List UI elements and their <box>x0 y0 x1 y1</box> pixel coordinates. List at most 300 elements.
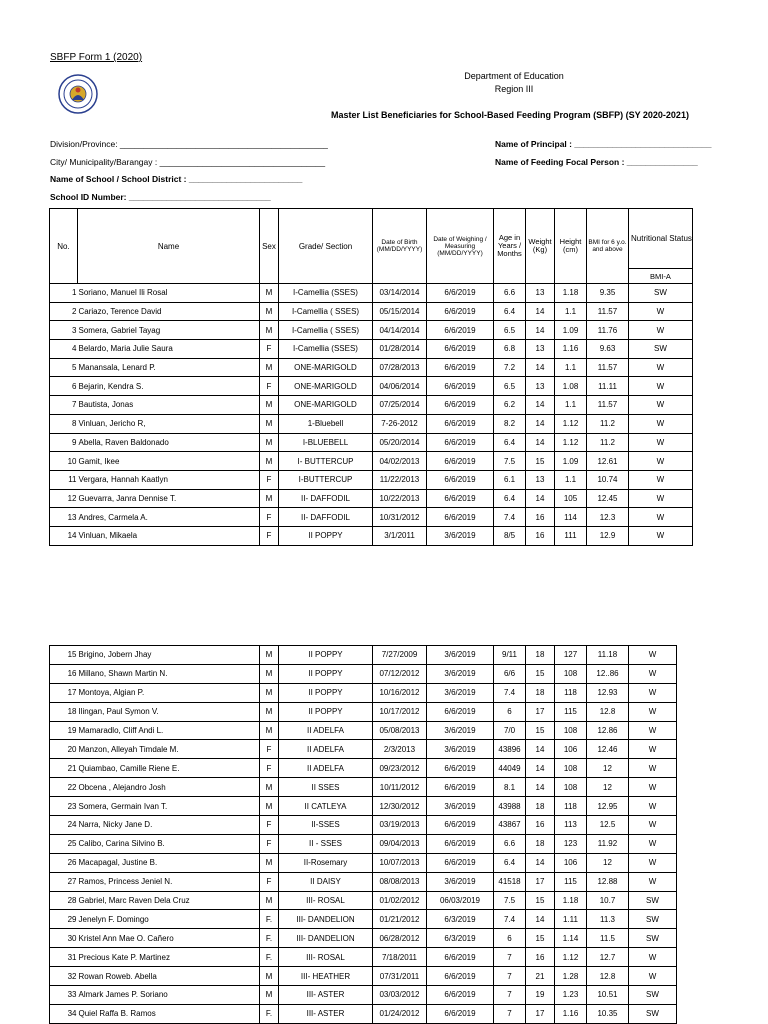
row-no: 3 <box>50 321 78 340</box>
weight: 14 <box>526 433 555 452</box>
beneficiaries-table-1 <box>49 208 693 546</box>
row-no: 17 <box>50 683 78 702</box>
nutritional-status: W <box>629 702 677 721</box>
table-row <box>50 646 677 665</box>
height: 1.1 <box>555 302 587 321</box>
height: 115 <box>555 872 587 891</box>
table-row <box>50 721 677 740</box>
student-name: Manansala, Lenard P. <box>78 358 260 377</box>
table-row <box>50 284 693 303</box>
bmi: 12.5 <box>587 816 629 835</box>
col-dow: Date of Weighing / Measuring (MM/DD/YYYY) <box>427 209 494 284</box>
date-of-birth: 7/18/2011 <box>373 948 427 967</box>
sex: M <box>260 986 279 1005</box>
nutritional-status: SW <box>629 929 677 948</box>
nutritional-status: SW <box>629 340 693 359</box>
age: 6.4 <box>494 433 526 452</box>
grade-section: II DAISY <box>279 872 373 891</box>
col-weight: Weight (Kg) <box>526 209 555 284</box>
weight: 14 <box>526 853 555 872</box>
grade-section: II POPPY <box>279 646 373 665</box>
grade-section: ONE-MARIGOLD <box>279 377 373 396</box>
sex: F. <box>260 948 279 967</box>
grade-section: I-Camellia ( SSES) <box>279 302 373 321</box>
row-no: 34 <box>50 1004 78 1023</box>
nutritional-status: W <box>629 967 677 986</box>
date-of-weighing: 06/03/2019 <box>427 891 494 910</box>
table-row <box>50 396 693 415</box>
table-row <box>50 891 677 910</box>
bmi: 9.63 <box>587 340 629 359</box>
nutritional-status: W <box>629 778 677 797</box>
age: 7.2 <box>494 358 526 377</box>
nutritional-status: W <box>629 797 677 816</box>
age: 44049 <box>494 759 526 778</box>
bmi: 12.9 <box>587 526 629 545</box>
date-of-weighing: 3/6/2019 <box>427 740 494 759</box>
bmi: 11.11 <box>587 377 629 396</box>
sex: F <box>260 759 279 778</box>
height: 111 <box>555 526 587 545</box>
nutritional-status: W <box>629 414 693 433</box>
student-name: Ramos, Princess Jeniel N. <box>78 872 260 891</box>
date-of-weighing: 6/6/2019 <box>427 967 494 986</box>
age: 7.4 <box>494 508 526 527</box>
age: 6/6 <box>494 664 526 683</box>
row-no: 4 <box>50 340 78 359</box>
student-name: Precious Kate P. Martinez <box>78 948 260 967</box>
date-of-weighing: 6/6/2019 <box>427 702 494 721</box>
grade-section: II POPPY <box>279 683 373 702</box>
table-row <box>50 452 693 471</box>
school-id-field: School ID Number: ______________________________ <box>50 192 271 202</box>
student-name: Ilingan, Paul Symon V. <box>78 702 260 721</box>
nutritional-status: W <box>629 433 693 452</box>
height: 113 <box>555 816 587 835</box>
date-of-birth: 05/20/2014 <box>373 433 427 452</box>
date-of-weighing: 6/6/2019 <box>427 508 494 527</box>
row-no: 5 <box>50 358 78 377</box>
row-no: 9 <box>50 433 78 452</box>
grade-section: II ADELFA <box>279 759 373 778</box>
date-of-birth: 07/12/2012 <box>373 664 427 683</box>
age: 6 <box>494 702 526 721</box>
weight: 16 <box>526 508 555 527</box>
table-row <box>50 433 693 452</box>
sex: M <box>260 853 279 872</box>
sex: F. <box>260 910 279 929</box>
sex: F <box>260 340 279 359</box>
date-of-birth: 09/04/2013 <box>373 834 427 853</box>
date-of-birth: 07/31/2011 <box>373 967 427 986</box>
table-row <box>50 910 677 929</box>
table-row <box>50 702 677 721</box>
student-name: Montoya, Algian P. <box>78 683 260 702</box>
row-no: 22 <box>50 778 78 797</box>
table-row <box>50 526 693 545</box>
student-name: Gabriel, Marc Raven Dela Cruz <box>78 891 260 910</box>
bmi: 11.92 <box>587 834 629 853</box>
age: 7.5 <box>494 891 526 910</box>
age: 43988 <box>494 797 526 816</box>
age: 8/5 <box>494 526 526 545</box>
grade-section: II ADELFA <box>279 740 373 759</box>
age: 7 <box>494 986 526 1005</box>
bmi: 12.46 <box>587 740 629 759</box>
weight: 15 <box>526 721 555 740</box>
weight: 15 <box>526 891 555 910</box>
grade-section: I-Camellia (SSES) <box>279 284 373 303</box>
student-name: Mamaradlo, Cliff Andi L. <box>78 721 260 740</box>
bmi: 10.7 <box>587 891 629 910</box>
weight: 19 <box>526 986 555 1005</box>
row-no: 25 <box>50 834 78 853</box>
table-row <box>50 759 677 778</box>
student-name: Abella, Raven Baldonado <box>78 433 260 452</box>
table-row <box>50 872 677 891</box>
grade-section: 1-Bluebell <box>279 414 373 433</box>
grade-section: I-Camellia (SSES) <box>279 340 373 359</box>
row-no: 10 <box>50 452 78 471</box>
height: 1.08 <box>555 377 587 396</box>
col-sex: Sex <box>260 209 279 284</box>
sex: M <box>260 302 279 321</box>
weight: 15 <box>526 452 555 471</box>
date-of-birth: 10/16/2012 <box>373 683 427 702</box>
grade-section: III- ASTER <box>279 986 373 1005</box>
date-of-weighing: 6/6/2019 <box>427 470 494 489</box>
height: 1.18 <box>555 891 587 910</box>
sex: M <box>260 702 279 721</box>
weight: 15 <box>526 664 555 683</box>
row-no: 18 <box>50 702 78 721</box>
nutritional-status: W <box>629 664 677 683</box>
grade-section: II POPPY <box>279 664 373 683</box>
date-of-weighing: 6/6/2019 <box>427 489 494 508</box>
height: 1.16 <box>555 1004 587 1023</box>
date-of-weighing: 6/6/2019 <box>427 358 494 377</box>
height: 1.18 <box>555 284 587 303</box>
weight: 14 <box>526 396 555 415</box>
weight: 14 <box>526 759 555 778</box>
bmi: 12 <box>587 778 629 797</box>
table-row <box>50 302 693 321</box>
bmi: 12.93 <box>587 683 629 702</box>
age: 6.4 <box>494 302 526 321</box>
bmi: 11.18 <box>587 646 629 665</box>
age: 7.4 <box>494 683 526 702</box>
age: 6.8 <box>494 340 526 359</box>
weight: 13 <box>526 284 555 303</box>
nutritional-status: SW <box>629 986 677 1005</box>
height: 1.11 <box>555 910 587 929</box>
date-of-birth: 03/19/2013 <box>373 816 427 835</box>
sex: F. <box>260 929 279 948</box>
age: 7/0 <box>494 721 526 740</box>
date-of-birth: 08/08/2013 <box>373 872 427 891</box>
date-of-birth: 04/06/2014 <box>373 377 427 396</box>
student-name: Vinluan, Jericho R, <box>78 414 260 433</box>
height: 1.09 <box>555 321 587 340</box>
weight: 13 <box>526 377 555 396</box>
sex: F <box>260 816 279 835</box>
weight: 15 <box>526 929 555 948</box>
focal-person-field: Name of Feeding Focal Person : _______________ <box>495 157 698 167</box>
col-name: Name <box>78 209 260 284</box>
date-of-weighing: 6/6/2019 <box>427 834 494 853</box>
row-no: 15 <box>50 646 78 665</box>
weight: 16 <box>526 526 555 545</box>
bmi: 12.88 <box>587 872 629 891</box>
nutritional-status: SW <box>629 284 693 303</box>
weight: 16 <box>526 948 555 967</box>
student-name: Bejarin, Kendra S. <box>78 377 260 396</box>
date-of-weighing: 6/6/2019 <box>427 759 494 778</box>
row-no: 31 <box>50 948 78 967</box>
height: 123 <box>555 834 587 853</box>
form-id: SBFP Form 1 (2020) <box>50 52 143 63</box>
bmi: 12..86 <box>587 664 629 683</box>
table-row <box>50 1004 677 1023</box>
height: 106 <box>555 853 587 872</box>
nutritional-status: W <box>629 452 693 471</box>
student-name: Millano, Shawn Martin N. <box>78 664 260 683</box>
student-name: Vergara, Hannah Kaatlyn <box>78 470 260 489</box>
age: 8.1 <box>494 778 526 797</box>
school-name-field: Name of School / School District : ________________________ <box>50 174 303 184</box>
age: 43867 <box>494 816 526 835</box>
weight: 18 <box>526 646 555 665</box>
date-of-weighing: 6/6/2019 <box>427 321 494 340</box>
student-name: Manzon, Alleyah Timdale M. <box>78 740 260 759</box>
nutritional-status: W <box>629 683 677 702</box>
sex: F. <box>260 1004 279 1023</box>
nutritional-status: W <box>629 853 677 872</box>
bmi: 12.8 <box>587 702 629 721</box>
nutritional-status: W <box>629 358 693 377</box>
bmi: 9.35 <box>587 284 629 303</box>
date-of-weighing: 3/6/2019 <box>427 872 494 891</box>
date-of-weighing: 6/3/2019 <box>427 929 494 948</box>
city-municipality-field: City/ Municipality/Barangay : ___________________________________ <box>50 157 326 167</box>
nutritional-status: W <box>629 377 693 396</box>
date-of-weighing: 6/6/2019 <box>427 778 494 797</box>
height: 108 <box>555 664 587 683</box>
document-title: Master List Beneficiaries for School-Based Feeding Program (SBFP) (SY 2020-2021) <box>331 110 689 120</box>
date-of-weighing: 6/3/2019 <box>427 910 494 929</box>
bmi: 12.7 <box>587 948 629 967</box>
row-no: 23 <box>50 797 78 816</box>
table-row <box>50 948 677 967</box>
sex: M <box>260 414 279 433</box>
sex: M <box>260 683 279 702</box>
student-name: Macapagal, Justine B. <box>78 853 260 872</box>
sex: M <box>260 396 279 415</box>
row-no: 13 <box>50 508 78 527</box>
student-name: Bautista, Jonas <box>78 396 260 415</box>
student-name: Quiel Raffa B. Ramos <box>78 1004 260 1023</box>
height: 115 <box>555 702 587 721</box>
age: 6.5 <box>494 321 526 340</box>
row-no: 11 <box>50 470 78 489</box>
height: 1.12 <box>555 948 587 967</box>
student-name: Almark James P. Soriano <box>78 986 260 1005</box>
date-of-weighing: 6/6/2019 <box>427 1004 494 1023</box>
grade-section: II-SSES <box>279 816 373 835</box>
nutritional-status: W <box>629 396 693 415</box>
bmi: 10.74 <box>587 470 629 489</box>
date-of-birth: 3/1/2011 <box>373 526 427 545</box>
table-row <box>50 321 693 340</box>
date-of-weighing: 3/6/2019 <box>427 721 494 740</box>
bmi: 12.45 <box>587 489 629 508</box>
height: 1.28 <box>555 967 587 986</box>
weight: 21 <box>526 967 555 986</box>
date-of-weighing: 6/6/2019 <box>427 853 494 872</box>
nutritional-status: W <box>629 740 677 759</box>
sex: M <box>260 778 279 797</box>
grade-section: ONE-MARIGOLD <box>279 396 373 415</box>
date-of-birth: 01/28/2014 <box>373 340 427 359</box>
date-of-birth: 01/24/2012 <box>373 1004 427 1023</box>
height: 108 <box>555 721 587 740</box>
student-name: Rowan Roweb. Abella <box>78 967 260 986</box>
row-no: 14 <box>50 526 78 545</box>
table-row <box>50 834 677 853</box>
bmi: 11.3 <box>587 910 629 929</box>
sex: M <box>260 721 279 740</box>
date-of-birth: 03/03/2012 <box>373 986 427 1005</box>
sex: M <box>260 797 279 816</box>
sex: M <box>260 664 279 683</box>
weight: 14 <box>526 302 555 321</box>
weight: 17 <box>526 1004 555 1023</box>
grade-section: II CATLEYA <box>279 797 373 816</box>
region-name: Region III <box>494 84 534 94</box>
row-no: 19 <box>50 721 78 740</box>
bmi: 12.86 <box>587 721 629 740</box>
date-of-weighing: 3/6/2019 <box>427 664 494 683</box>
weight: 13 <box>526 340 555 359</box>
grade-section: III- ROSAL <box>279 948 373 967</box>
grade-section: III- ASTER <box>279 1004 373 1023</box>
date-of-birth: 12/30/2012 <box>373 797 427 816</box>
table-row <box>50 664 677 683</box>
sex: M <box>260 358 279 377</box>
weight: 17 <box>526 872 555 891</box>
department-name: Department of Education <box>464 71 564 81</box>
student-name: Calibo, Carina Silvino B. <box>78 834 260 853</box>
table-row <box>50 340 693 359</box>
nutritional-status: W <box>629 948 677 967</box>
sex: F <box>260 872 279 891</box>
grade-section: III- DANDELION <box>279 910 373 929</box>
nutritional-status: W <box>629 721 677 740</box>
row-no: 32 <box>50 967 78 986</box>
bmi: 11.76 <box>587 321 629 340</box>
height: 1.1 <box>555 358 587 377</box>
col-dob: Date of Birth (MM/DD/YYYY) <box>373 209 427 284</box>
col-no: No. <box>50 209 78 284</box>
bmi: 12.61 <box>587 452 629 471</box>
row-no: 2 <box>50 302 78 321</box>
sex: M <box>260 433 279 452</box>
table-row <box>50 816 677 835</box>
date-of-birth: 10/22/2013 <box>373 489 427 508</box>
date-of-weighing: 6/6/2019 <box>427 986 494 1005</box>
table-row <box>50 797 677 816</box>
nutritional-status: W <box>629 508 693 527</box>
grade-section: II POPPY <box>279 526 373 545</box>
bmi: 11.2 <box>587 414 629 433</box>
row-no: 16 <box>50 664 78 683</box>
sex: M <box>260 646 279 665</box>
weight: 14 <box>526 910 555 929</box>
grade-section: III- ROSAL <box>279 891 373 910</box>
height: 1.12 <box>555 433 587 452</box>
sex: M <box>260 891 279 910</box>
grade-section: II- DAFFODIL <box>279 508 373 527</box>
student-name: Brigino, Jobern Jhay <box>78 646 260 665</box>
row-no: 12 <box>50 489 78 508</box>
date-of-birth: 04/14/2014 <box>373 321 427 340</box>
weight: 14 <box>526 489 555 508</box>
table-row <box>50 358 693 377</box>
date-of-weighing: 6/6/2019 <box>427 302 494 321</box>
sex: M <box>260 452 279 471</box>
date-of-birth: 05/15/2014 <box>373 302 427 321</box>
date-of-birth: 7-26-2012 <box>373 414 427 433</box>
student-name: Obcena , Alejandro Josh <box>78 778 260 797</box>
weight: 14 <box>526 740 555 759</box>
grade-section: I-BUTTERCUP <box>279 470 373 489</box>
row-no: 26 <box>50 853 78 872</box>
age: 7.5 <box>494 452 526 471</box>
nutritional-status: W <box>629 759 677 778</box>
nutritional-status: W <box>629 470 693 489</box>
age: 7 <box>494 1004 526 1023</box>
grade-section: III- DANDELION <box>279 929 373 948</box>
deped-seal-logo <box>58 74 98 114</box>
sex: F <box>260 470 279 489</box>
age: 6.4 <box>494 853 526 872</box>
col-age: Age in Years / Months <box>494 209 526 284</box>
height: 118 <box>555 797 587 816</box>
row-no: 1 <box>50 284 78 303</box>
age: 6.4 <box>494 489 526 508</box>
date-of-birth: 10/31/2012 <box>373 508 427 527</box>
age: 6.5 <box>494 377 526 396</box>
row-no: 30 <box>50 929 78 948</box>
date-of-weighing: 6/6/2019 <box>427 452 494 471</box>
sex: F <box>260 834 279 853</box>
date-of-birth: 07/28/2013 <box>373 358 427 377</box>
table-row <box>50 967 677 986</box>
col-nutritional: Nutritional Status <box>629 209 693 269</box>
nutritional-status: W <box>629 302 693 321</box>
age: 41518 <box>494 872 526 891</box>
student-name: Jenelyn F. Domingo <box>78 910 260 929</box>
table-row <box>50 489 693 508</box>
student-name: Guevarra, Janra Dennise T. <box>78 489 260 508</box>
col-grade: Grade/ Section <box>279 209 373 284</box>
sex: M <box>260 284 279 303</box>
date-of-birth: 07/25/2014 <box>373 396 427 415</box>
height: 1.16 <box>555 340 587 359</box>
height: 1.14 <box>555 929 587 948</box>
date-of-weighing: 3/6/2019 <box>427 646 494 665</box>
sex: F <box>260 377 279 396</box>
